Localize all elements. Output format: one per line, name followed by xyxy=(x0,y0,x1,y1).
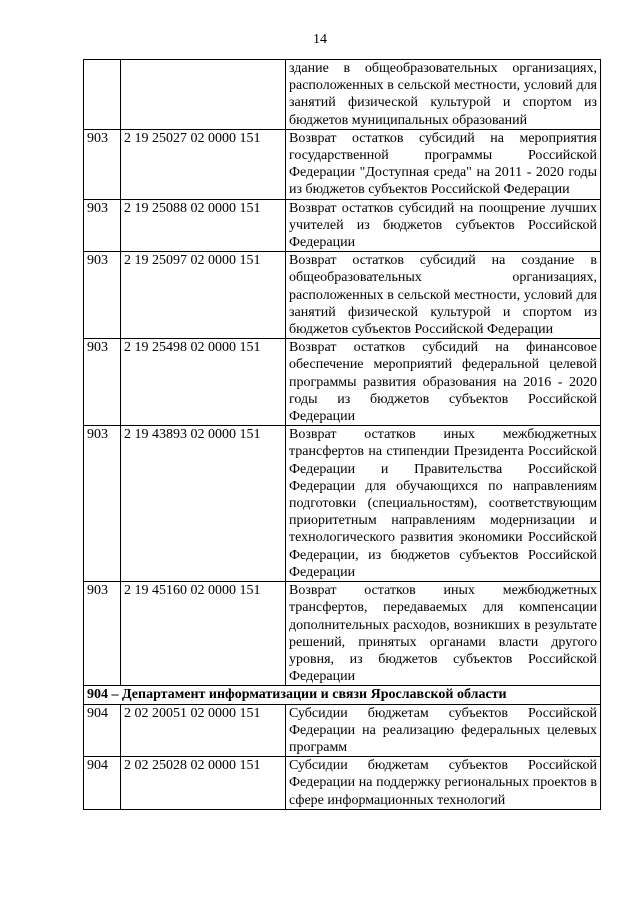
admin-code-cell: 903 xyxy=(84,129,121,199)
description-cell: Возврат остатков иных межбюджетных трансфертов, передаваемых для компенсации дополнительных расходов, возникших в результате решений, принятых органами власти другого уровня, из бюджетов субъектов Российской Федерации xyxy=(286,582,601,686)
budget-code-cell: 2 19 25088 02 0000 151 xyxy=(121,199,286,252)
description-cell: Субсидии бюджетам субъектов Российской Федерации на поддержку региональных проектов в сфере информационных технологий xyxy=(286,757,601,810)
table-row xyxy=(84,129,601,199)
page-number: 14 xyxy=(313,32,327,47)
budget-code-cell: 2 19 43893 02 0000 151 xyxy=(121,426,286,582)
admin-code-cell: 904 xyxy=(84,757,121,810)
description-cell: Субсидии бюджетам субъектов Российской Федерации на реализацию федеральных целевых программ xyxy=(286,704,601,757)
table-body xyxy=(84,60,601,810)
table-row xyxy=(84,704,601,757)
admin-code-cell: 903 xyxy=(84,252,121,339)
table-row xyxy=(84,757,601,810)
admin-code-cell: 903 xyxy=(84,426,121,582)
description-cell: Возврат остатков субсидий на создание в общеобразовательных организациях, расположенных в сельской местности, условий для занятий физической культурой и спортом из бюджетов субъектов Российской Федерации xyxy=(286,252,601,339)
budget-code-cell: 2 19 25097 02 0000 151 xyxy=(121,252,286,339)
admin-code-cell: 904 xyxy=(84,704,121,757)
budget-code-cell: 2 02 20051 02 0000 151 xyxy=(121,704,286,757)
admin-code-cell xyxy=(84,60,121,130)
budget-code-cell: 2 19 25498 02 0000 151 xyxy=(121,339,286,426)
table-row xyxy=(84,339,601,426)
admin-code-cell: 903 xyxy=(84,339,121,426)
description-cell: здание в общеобразовательных организациях, расположенных в сельской местности, условий для занятий физической культурой и спортом из бюджетов муниципальных образований xyxy=(286,60,601,130)
description-cell: Возврат остатков субсидий на поощрение лучших учителей из бюджетов субъектов Российской Федерации xyxy=(286,199,601,252)
admin-code-cell: 903 xyxy=(84,199,121,252)
section-header-row xyxy=(84,686,601,704)
section-title: 904 – Департамент информатизации и связи Ярославской области xyxy=(84,686,601,704)
description-cell: Возврат остатков субсидий на мероприятия государственной программы Российской Федерации "Доступная среда" на 2011 - 2020 годы из бюджетов субъектов Российской Федерации xyxy=(286,129,601,199)
budget-code-cell: 2 02 25028 02 0000 151 xyxy=(121,757,286,810)
table-row xyxy=(84,60,601,130)
admin-code-cell: 903 xyxy=(84,582,121,686)
budget-codes-table xyxy=(83,59,601,810)
description-cell: Возврат остатков иных межбюджетных трансфертов на стипендии Президента Российской Федерации и Правительства Российской Федерации для обучающихся по направлениям подготовки (специальностям), соответствующим приоритетным направлениям модернизации и технологического развития экономики Российской Федерации, из бюджетов субъектов Российской Федерации xyxy=(286,426,601,582)
description-cell: Возврат остатков субсидий на финансовое обеспечение мероприятий федеральной целевой программы развития образования на 2016 - 2020 годы из бюджетов субъектов Российской Федерации xyxy=(286,339,601,426)
budget-code-cell: 2 19 45160 02 0000 151 xyxy=(121,582,286,686)
budget-code-cell xyxy=(121,60,286,130)
table-row xyxy=(84,582,601,686)
table-row xyxy=(84,252,601,339)
table-row xyxy=(84,199,601,252)
budget-code-cell: 2 19 25027 02 0000 151 xyxy=(121,129,286,199)
table-row xyxy=(84,426,601,582)
